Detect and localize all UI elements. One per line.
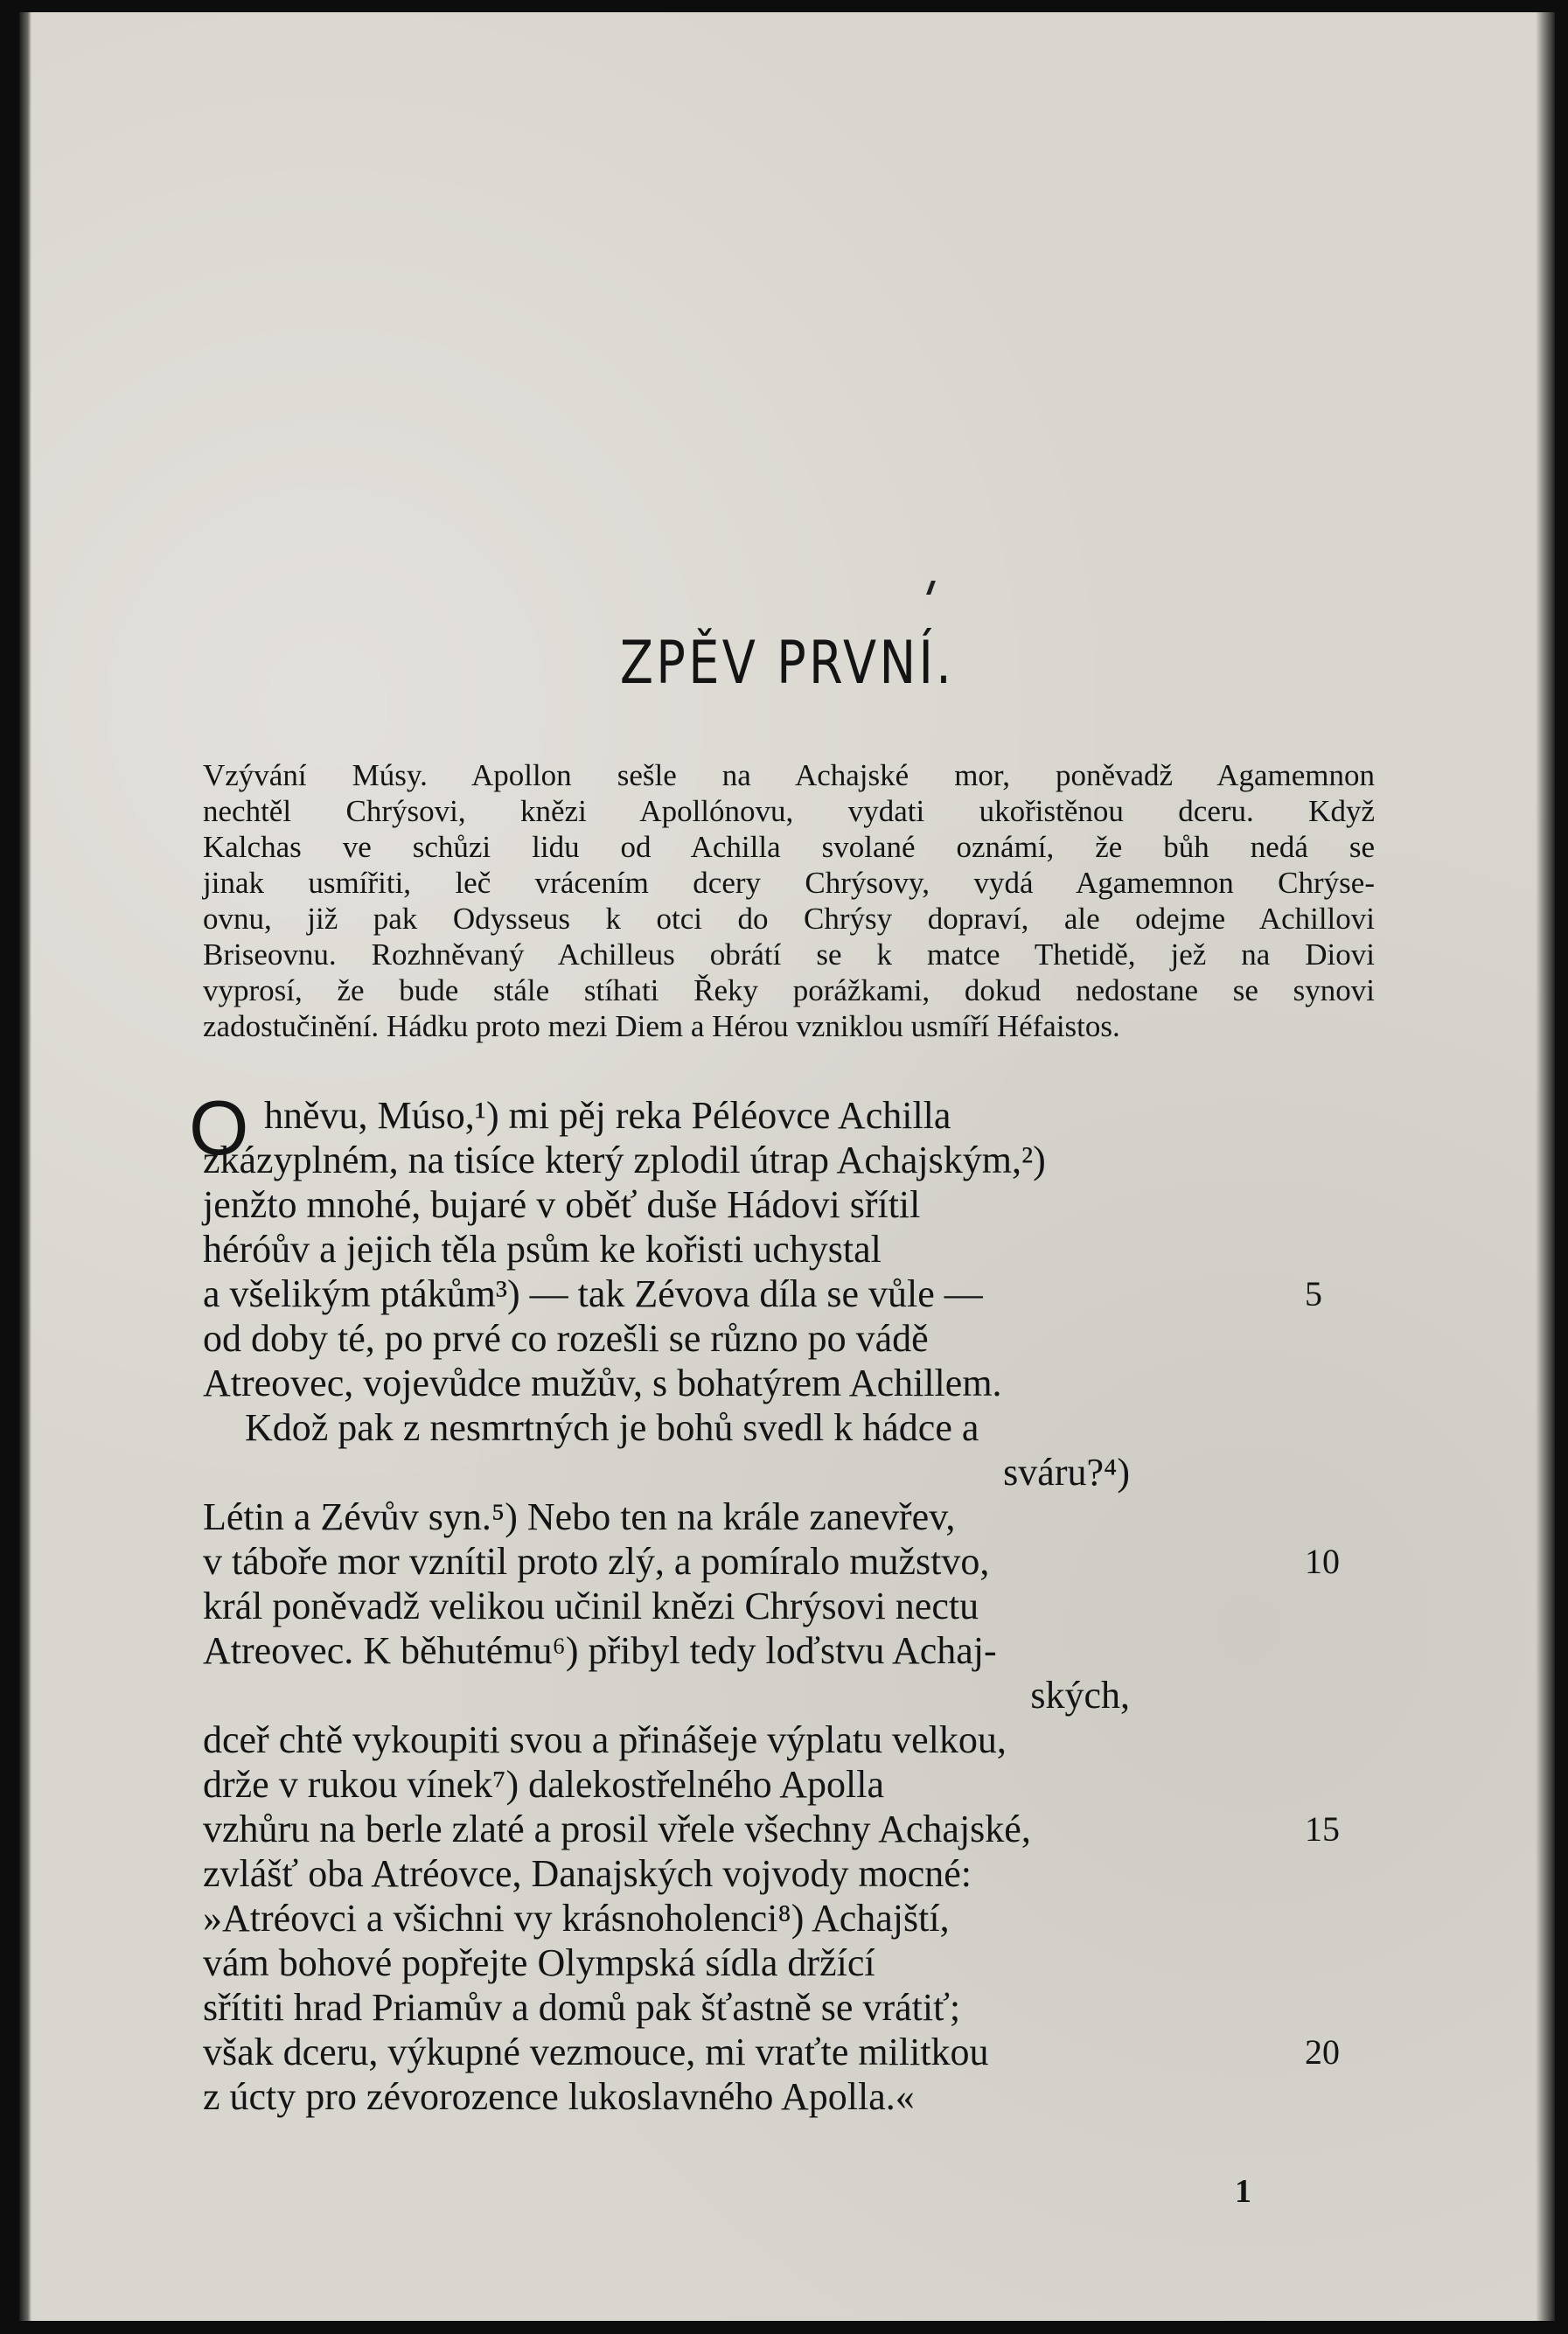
verse-line	[203, 1851, 1375, 1896]
verse-line	[203, 1361, 1375, 1405]
verse-text: »Atréovci a všichni vy krásnoholenci⁸) Achajští,	[203, 1897, 950, 1940]
page-right-shadow	[1536, 12, 1555, 2321]
summary-line: vyprosí, že bude stále stíhati Řeky porážkami, dokud nedostane se synovi	[203, 973, 1375, 1007]
summary-line: jinak usmířiti, leč vrácením dcery Chrýsovy, vydá Agamemnon Chrýse-	[203, 866, 1375, 900]
verse-text: sřítiti hrad Priamův a domů pak šťastně se vrátiť;	[203, 1986, 961, 2029]
verse-line	[203, 1227, 1375, 1272]
verse-text: jenžto mnohé, bujaré v oběť duše Hádovi sřítil	[203, 1183, 921, 1226]
verse-text: však dceru, výkupné vezmouce, mi vraťte militkou	[203, 2031, 989, 2073]
verse-line	[203, 1628, 1375, 1673]
verse-line	[203, 1316, 1375, 1361]
page-number: 1	[1235, 2173, 1251, 2210]
summary-line: Kalchas ve schůzi lidu od Achilla svolané oznámí, že bůh nedá se	[203, 830, 1375, 864]
chapter-summary	[203, 757, 1375, 1044]
verse-line	[203, 2074, 1375, 2119]
verse-line	[203, 1584, 1375, 1628]
verse-text: Létin a Zévův syn.⁵) Nebo ten na krále zanevřev,	[203, 1495, 956, 1538]
line-number: 5	[1305, 1274, 1322, 1313]
verse-text: od doby té, po prvé co rozešli se různo po vádě	[203, 1317, 929, 1360]
drop-cap: O	[189, 1084, 249, 1171]
verse-line	[203, 1405, 1375, 1450]
verse-text: hněvu, Múso,¹) mi pěj reka Péléovce Achilla	[264, 1094, 951, 1137]
summary-line: Briseovnu. Rozhněvaný Achilleus obrátí se k matce Thetidě, jež na Diovi	[203, 937, 1375, 972]
verse-text: Atreovec. K běhutému⁶) přibyl tedy loďstvu Achaj-	[203, 1629, 997, 1672]
summary-line: nechtěl Chrýsovi, knězi Apollónovu, vydati ukořistěnou dceru. Když	[203, 794, 1375, 828]
verse-text: vzhůru na berle zlaté a prosil vřele všechny Achajské,	[203, 1808, 1031, 1850]
verse-text: héróův a jejich těla psům ke kořisti uchystal	[203, 1228, 882, 1271]
line-number: 20	[1305, 2032, 1340, 2072]
verse-line	[203, 1494, 1375, 1539]
summary-line: ovnu, již pak Odysseus k otci do Chrýsy dopraví, ale odejme Achillovi	[203, 902, 1375, 936]
verse-text: král poněvadž velikou učinil knězi Chrýsovi nectu	[203, 1585, 979, 1627]
verse-line	[203, 1717, 1375, 1762]
verse-line	[203, 1807, 1375, 1851]
summary-line: Vzývání Músy. Apollon sešle na Achajské mor, poněvadž Agamemnon	[203, 758, 1375, 792]
verse-line	[203, 1138, 1375, 1182]
verse-text: Atreovec, vojevůdce mužův, s bohatýrem Achillem.	[203, 1362, 1002, 1404]
verse-text: dceř chtě vykoupiti svou a přinášeje výplatu velkou,	[203, 1718, 1007, 1761]
verse-text: zkázyplném, na tisíce který zplodil útrap Achajským,²)	[203, 1139, 1046, 1181]
verse-line	[203, 1272, 1375, 1316]
chapter-title: ZPĚV PRVNÍ.	[619, 629, 955, 698]
poem-text	[189, 1084, 1375, 2119]
verse-text: sváru?⁴)	[1003, 1451, 1130, 1494]
verse-line-continuation	[203, 1450, 1375, 1494]
verse-text: zvlášť oba Atréovce, Danajských vojvody mocné:	[203, 1852, 972, 1895]
verse-line	[203, 1539, 1375, 1584]
verse-line	[203, 1985, 1375, 2030]
line-number: 15	[1305, 1809, 1340, 1849]
summary-line: zadostučinění. Hádku proto mezi Diem a Hérou vzniklou usmíří Héfaistos.	[203, 1009, 1120, 1043]
verse-line	[203, 2030, 1375, 2074]
verse-line	[203, 1182, 1375, 1227]
verse-text: vám bohové popřejte Olympská sídla držící	[203, 1941, 875, 1984]
verse-line	[203, 1940, 1375, 1985]
verse-line-continuation	[203, 1673, 1375, 1717]
verse-text: drže v rukou vínek⁷) dalekostřelného Apolla	[203, 1763, 885, 1806]
book-page	[19, 12, 1555, 2321]
verse-line	[203, 1896, 1375, 1940]
verse-text: a všelikým ptákům³) — tak Zévova díla se vůle —	[203, 1272, 983, 1315]
verse-text: ských,	[1030, 1674, 1130, 1717]
page-left-shadow	[19, 12, 31, 2321]
verse-text: v táboře mor vznítil proto zlý, a pomíralo mužstvo,	[203, 1540, 990, 1583]
verse-line	[203, 1762, 1375, 1807]
line-number: 10	[1305, 1542, 1340, 1581]
verse-text: z úcty pro zévorozence lukoslavného Apolla.«	[203, 2075, 915, 2118]
ink-mark	[926, 581, 936, 595]
verse-text: Kdož pak z nesmrtných je bohů svedl k hádce a	[245, 1406, 979, 1449]
